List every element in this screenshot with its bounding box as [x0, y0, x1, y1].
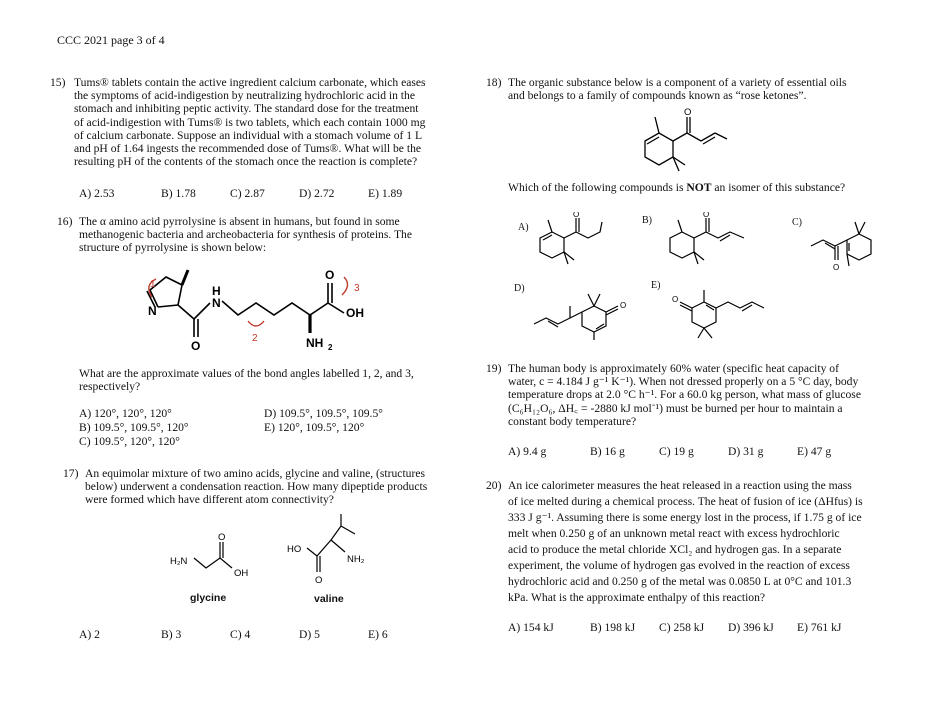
- q18-structure-d: [530, 280, 640, 340]
- q17-line: An equimolar mixture of two amino acids, glycine and valine, (structures: [85, 467, 425, 480]
- valine-label: valine: [314, 593, 344, 605]
- q15-line: Tums® tablets contain the active ingredient calcium carbonate, which eases: [74, 76, 426, 89]
- q16-number: 16): [57, 215, 73, 228]
- q19-number: 19): [486, 362, 502, 375]
- q20-option-a[interactable]: A) 154 kJ: [508, 621, 554, 634]
- q18-e-o: O: [672, 295, 679, 304]
- q17-line: below) underwent a condensation reaction. How many dipeptide products: [85, 480, 428, 494]
- valine-nh2: NH₂: [347, 554, 365, 565]
- oh-label: OH: [346, 306, 364, 320]
- page-header: CCC 2021 page 3 of 4: [57, 33, 165, 47]
- valine-o: O: [315, 575, 323, 586]
- q18-line: and belongs to a family of compounds known as “rose ketones”.: [508, 89, 807, 103]
- q18-option-d[interactable]: D): [514, 283, 525, 294]
- glycine-oh: OH: [234, 568, 249, 579]
- q20-number: 20): [486, 479, 502, 492]
- q15-text: [74, 76, 454, 168]
- q18-question: [508, 181, 845, 194]
- q20-line: kPa. What is the approximate enthalpy of this reaction?: [508, 591, 766, 604]
- q18-question-post: an isomer of this substance?: [711, 181, 846, 194]
- q15-option-a[interactable]: A) 2.53: [79, 187, 115, 200]
- q16-option-d[interactable]: D) 109.5°, 109.5°, 109.5°: [264, 407, 383, 420]
- q16-line: methanogenic bacteria and archeobacteria for synthesis of proteins. The: [79, 228, 412, 242]
- q18-structure-a: [530, 212, 630, 272]
- pyrrolysine-structure: [130, 255, 400, 355]
- q18-text: [508, 76, 888, 102]
- q20-option-c[interactable]: C) 258 kJ: [659, 621, 705, 634]
- q16-line: The α amino acid pyrrolysine is absent in humans, but found in some: [79, 215, 400, 228]
- q16-option-c[interactable]: C) 109.5°, 120°, 120°: [79, 435, 180, 448]
- q17-option-d[interactable]: D) 5: [299, 628, 320, 641]
- q18-number: 18): [486, 76, 502, 89]
- q20-line: acid to produce the metal chloride XCl₂ and hydrogen gas. In a separate: [508, 543, 842, 556]
- q18-option-b[interactable]: B): [642, 215, 652, 226]
- q15-option-c[interactable]: C) 2.87: [230, 187, 265, 200]
- ring-n-label: N: [148, 304, 157, 318]
- q16-line: structure of pyrrolysine is shown below:: [79, 241, 267, 255]
- amide-n-label: N: [212, 296, 221, 310]
- q20-line: hydrochloric acid and 0.250 g of the metal was 0.0850 L at 0°C and 101.3: [508, 575, 852, 588]
- q16-text: [79, 215, 449, 255]
- amide-h-label: H: [212, 284, 221, 298]
- nh2-label: NH: [306, 336, 324, 350]
- q20-line: melt when 0.250 g of an unknown metal react with excess hydrochloric: [508, 527, 840, 540]
- q19-option-d[interactable]: D) 31 g: [728, 445, 764, 458]
- q15-line: of calcium carbonate. Suppose an individual with a stomach volume of 1 L: [74, 128, 423, 142]
- q15-option-e[interactable]: E) 1.89: [368, 187, 403, 200]
- q18-question-pre: Which of the following compounds is: [508, 181, 687, 194]
- q18-option-c[interactable]: C): [792, 217, 802, 228]
- q16-question-line: respectively?: [79, 380, 141, 394]
- rose-ketone-o: O: [684, 107, 692, 118]
- angle-label-2: 2: [252, 333, 258, 344]
- q20-line: An ice calorimeter measures the heat released in a reaction using the mass: [508, 479, 852, 492]
- valine-ho: HO: [287, 544, 302, 555]
- glycine-o: O: [218, 532, 226, 543]
- glycine-h2n: H₂N: [170, 556, 188, 567]
- q20-line: experiment, the volume of hydrogen gas evolved in the reaction of excess: [508, 559, 850, 572]
- q15-option-d[interactable]: D) 2.72: [299, 187, 335, 200]
- q16-option-e[interactable]: E) 120°, 109.5°, 120°: [264, 421, 365, 434]
- q20-line: 333 J g⁻¹. Assuming there is some energy lost in the process, if 1.75 g of ice: [508, 511, 862, 524]
- q17-line: were formed which have different atom connectivity?: [85, 493, 334, 507]
- q18-option-a[interactable]: A): [518, 222, 529, 233]
- q19-line: The human body is approximately 60% water (specific heat capacity of: [508, 362, 839, 375]
- q15-line: and pH of 1.64 ingests the recommended dose of Tums®. What will be the: [74, 142, 422, 156]
- q19-line: water, c = 4.184 J g⁻¹ K⁻¹). When not dressed properly on a 5 °C day, body: [508, 375, 859, 389]
- q18-option-e[interactable]: E): [651, 280, 661, 291]
- q19-line: constant body temperature?: [508, 414, 637, 428]
- q19-line: (C₆H₁₂O₆, ΔH꜀ = -2880 kJ mol⁻¹) must be burned per hour to maintain a: [508, 401, 843, 415]
- q18-structure-e: [670, 280, 780, 340]
- acid-o-label: O: [325, 268, 335, 282]
- q20-option-e[interactable]: E) 761 kJ: [797, 621, 842, 634]
- q18-a-o: O: [573, 212, 580, 219]
- q17-option-c[interactable]: C) 4: [230, 628, 251, 641]
- q19-option-a[interactable]: A) 9.4 g: [508, 445, 547, 458]
- q19-text: [508, 362, 888, 428]
- q18-line: The organic substance below is a component of a variety of essential oils: [508, 76, 847, 89]
- q16-question: [79, 367, 449, 393]
- q17-option-a[interactable]: A) 2: [79, 628, 100, 641]
- q16-question-line: What are the approximate values of the bond angles labelled 1, 2, and 3,: [79, 367, 414, 380]
- q18-c-o: O: [833, 263, 840, 272]
- angle-label-1: 1: [150, 279, 156, 290]
- rose-ketone-structure: [625, 105, 745, 180]
- q16-option-a[interactable]: A) 120°, 120°, 120°: [79, 407, 172, 420]
- q15-option-b[interactable]: B) 1.78: [161, 187, 196, 200]
- q17-option-e[interactable]: E) 6: [368, 628, 388, 641]
- q15-line: resulting pH of the contents of the stomach once the reaction is complete?: [74, 155, 418, 169]
- glycine-structure: [168, 530, 258, 580]
- q18-d-o: O: [620, 301, 627, 310]
- q16-option-b[interactable]: B) 109.5°, 109.5°, 120°: [79, 421, 189, 434]
- valine-structure: [285, 510, 385, 590]
- nh2-subscript: 2: [328, 343, 333, 352]
- q20-option-d[interactable]: D) 396 kJ: [728, 621, 774, 634]
- angle-label-3: 3: [354, 283, 360, 294]
- q20-line: of ice melted during a chemical process. The heat of fusion of ice (ΔHfus) is: [508, 495, 863, 508]
- q19-line: temperature drops at 2.0 °C h⁻¹. For a 60.0 kg person, what mass of glucose: [508, 388, 861, 402]
- q20-option-b[interactable]: B) 198 kJ: [590, 621, 636, 634]
- q18-question-not: NOT: [686, 181, 712, 194]
- q19-option-c[interactable]: C) 19 g: [659, 445, 694, 458]
- q19-option-b[interactable]: B) 16 g: [590, 445, 625, 458]
- amide-o-label: O: [191, 339, 201, 353]
- q18-b-o: O: [703, 212, 710, 219]
- q17-option-b[interactable]: B) 3: [161, 628, 182, 641]
- q15-number: 15): [50, 76, 66, 89]
- q15-line: of acid-indigestion with Tums® is two tablets, which each contain 1000 mg: [74, 115, 426, 129]
- q17-number: 17): [63, 467, 79, 480]
- q18-structure-b: [660, 212, 760, 272]
- glycine-label: glycine: [190, 592, 227, 604]
- q15-line: the symptoms of acid-indigestion by neutralizing hydrochloric acid in the: [74, 89, 415, 103]
- q18-structure-c: [805, 210, 900, 272]
- q20-text: [508, 478, 888, 606]
- q15-line: stomach and inhibiting peptic activity. The standard dose for the treatment: [74, 102, 419, 116]
- q19-option-e[interactable]: E) 47 g: [797, 445, 832, 458]
- q17-text: [85, 467, 455, 507]
